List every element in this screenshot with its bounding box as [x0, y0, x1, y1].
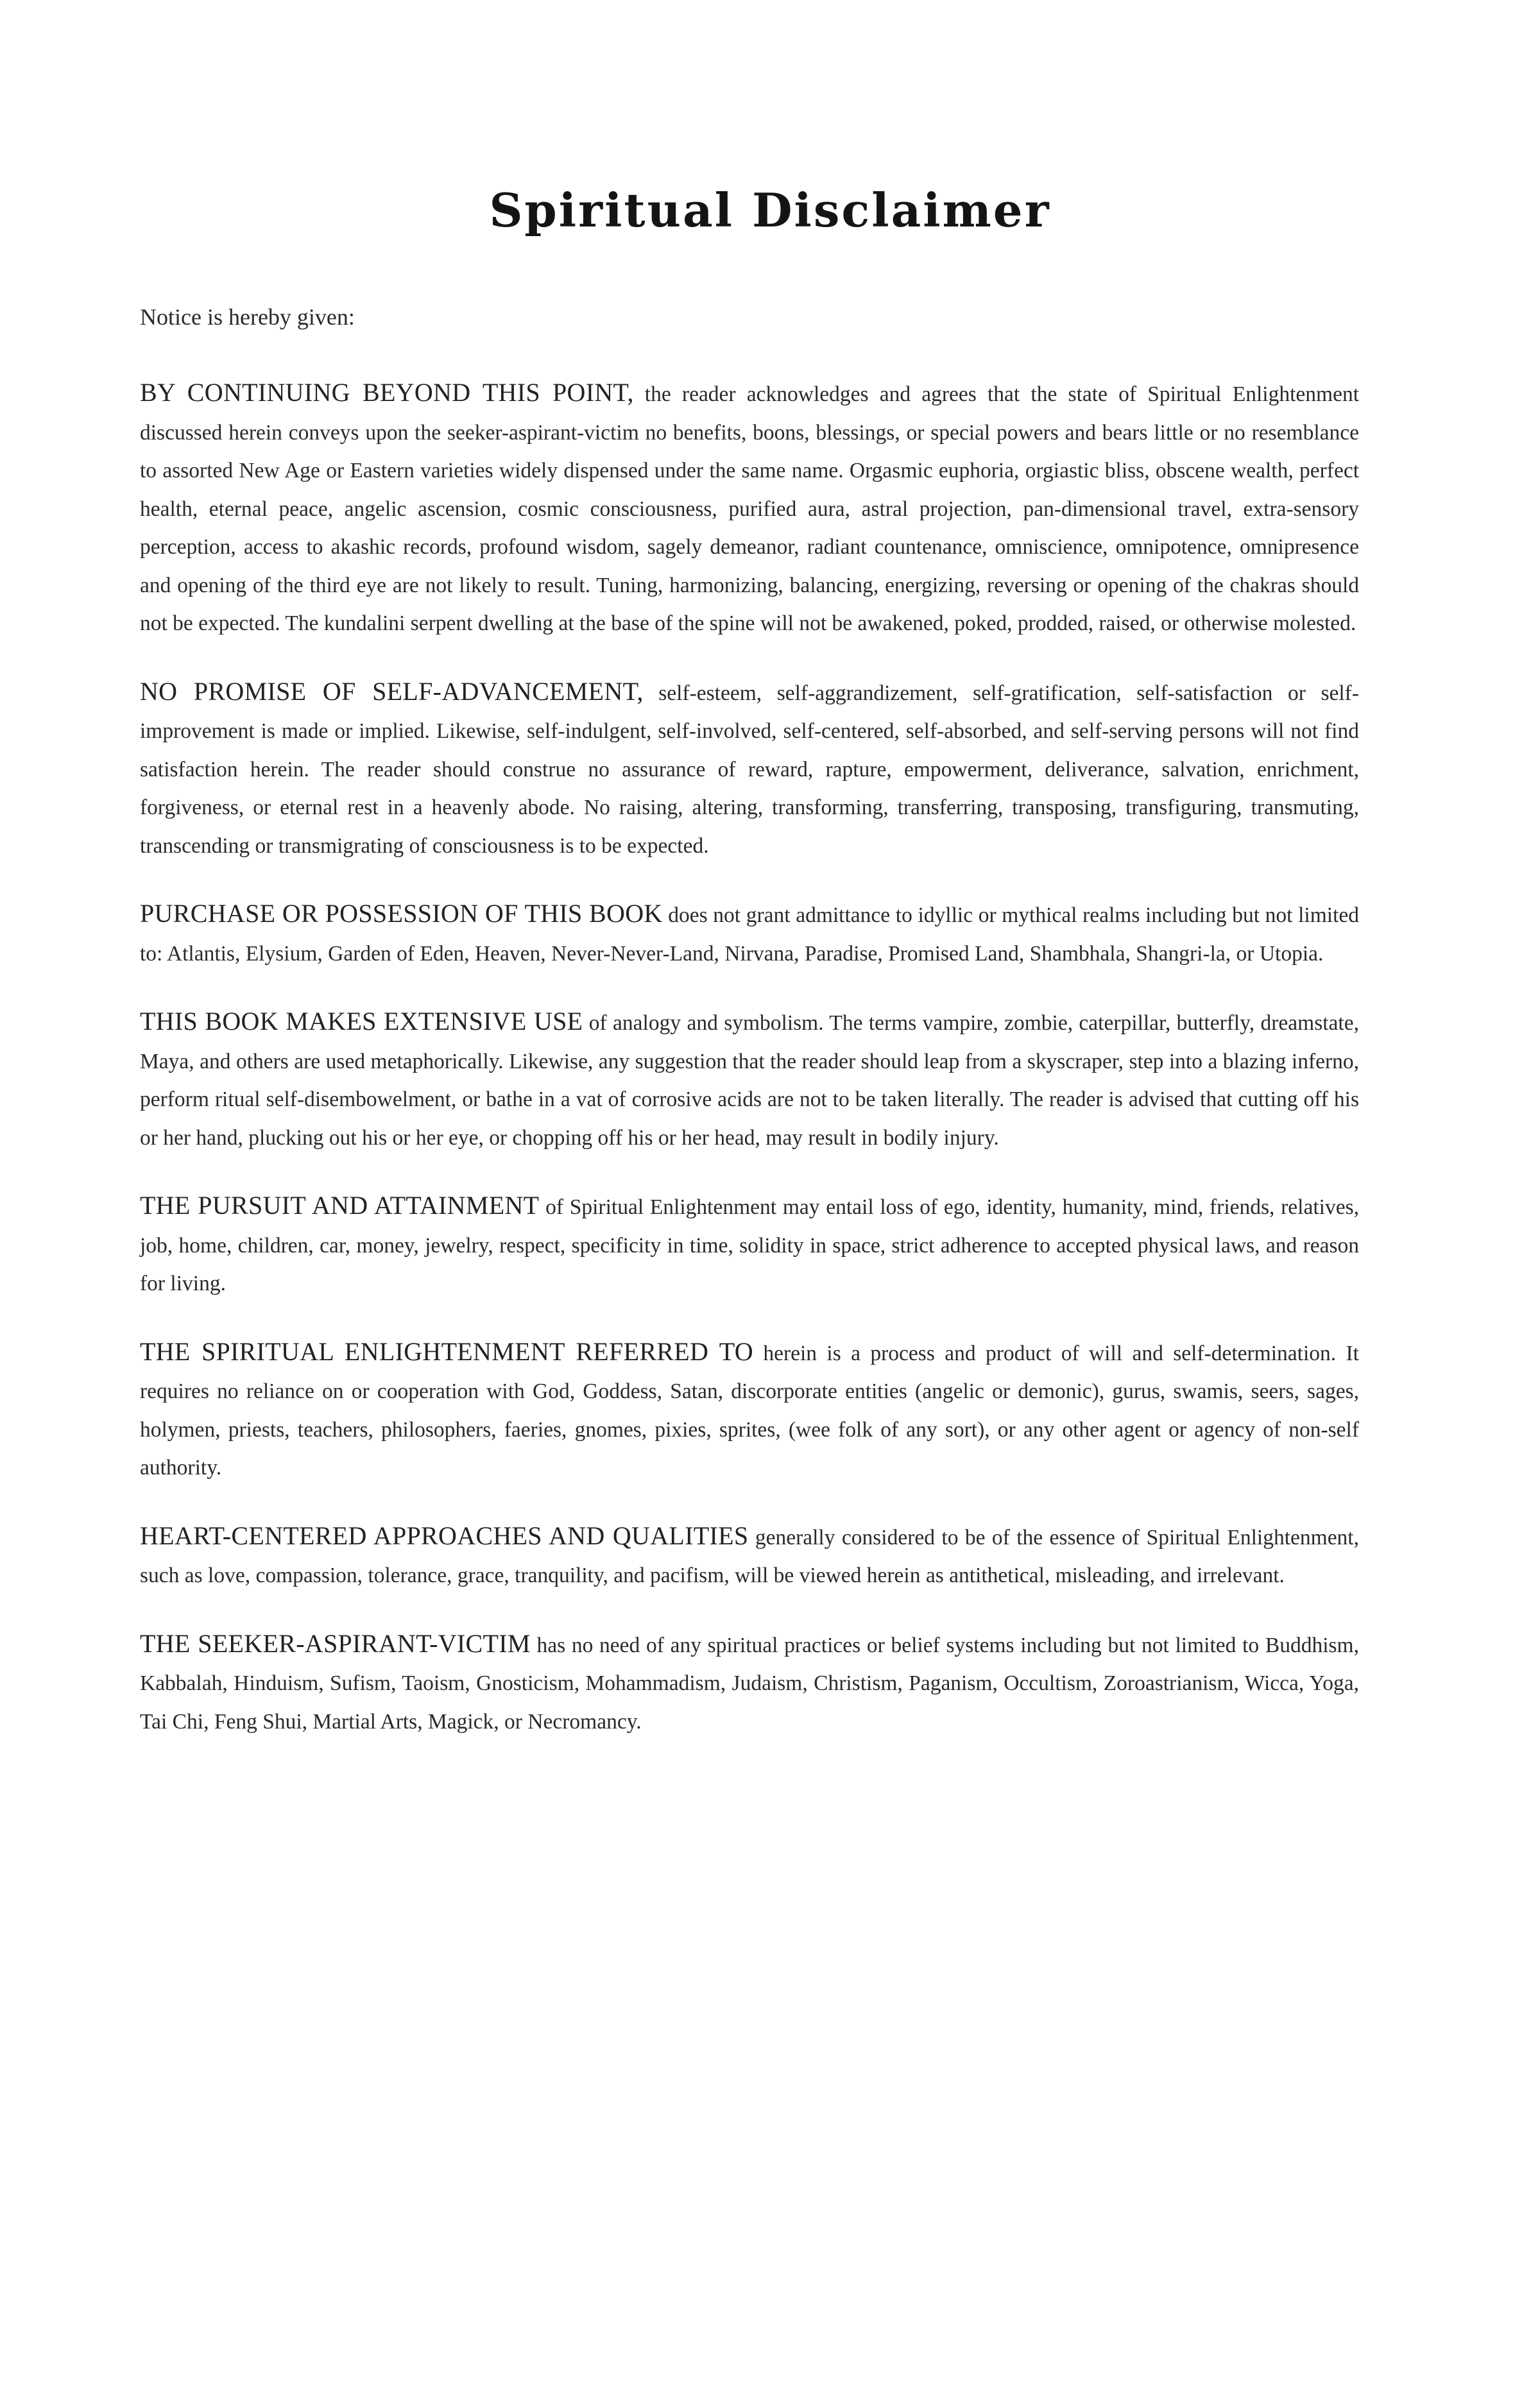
paragraph-pursuit [140, 1186, 1359, 1303]
notice-line: Notice is hereby given: [140, 304, 355, 330]
paragraph-lead: THE SPIRITUAL ENLIGHTENMENT REFERRED TO [140, 1336, 753, 1366]
paragraph-lead: BY CONTINUING BEYOND THIS POINT, [140, 378, 634, 407]
paragraph-text: generally considered to be of the essence of Spiritual Enlightenment, such as love, compassion, tolerance, grace, tranquility, and pacifism, will be viewed herein as antithetical, misleading, and irrelevant. [140, 1525, 1359, 1587]
paragraph-text: does not grant admittance to idyllic or mythical realms including but not limited to: Atlantis, Elysium, Garden of Eden, Heaven, Never-Never-Land, Nirvana, Paradise, Promised Land, Shambhala, Shangri-la, or Utopia. [140, 903, 1360, 966]
paragraph-lead: THE PURSUIT AND ATTAINMENT [140, 1191, 540, 1220]
paragraph-lead: HEART-CENTERED APPROACHES AND QUALITIES [140, 1521, 749, 1550]
paragraph-continuing [140, 373, 1359, 643]
disclaimer-body [140, 298, 1359, 1770]
paragraph-text: of Spiritual Enlightenment may entail loss of ego, identity, humanity, mind, friends, relatives, job, home, children, car, money, jewelry, respect, specificity in time, solidity in space, strict adherence to accepted physical laws, and reason for living. [140, 1195, 1360, 1295]
paragraph-seeker [140, 1625, 1359, 1741]
paragraph-lead: NO PROMISE OF SELF-ADVANCEMENT, [140, 676, 644, 706]
paragraph-text: has no need of any spiritual practices or belief systems including but not limited to Buddhism, Kabbalah, Hinduism, Sufism, Taoism, Gnosticism, Mohammadism, Judaism, Christism, Paganism, Occultism, Zoroastrianism, Wicca, Yoga, Tai Chi, Feng Shui, Martial Arts, Magick, or Necromancy. [140, 1633, 1359, 1734]
paragraph-symbolism [140, 1002, 1359, 1157]
paragraph-lead: PURCHASE OR POSSESSION OF THIS BOOK [140, 899, 663, 928]
paragraph-text: of analogy and symbolism. The terms vampire, zombie, caterpillar, butterfly, dreamstate, Maya, and others are used metaphorically. Likewise, any suggestion that the reader should leap from a skyscraper, step into a blazing inferno, perform ritual self-disembowelment, or bathe in a vat of corrosive acids are not to be taken literally. The reader is advised that cutting off his or her hand, plucking out his or her eye, or chopping off his or her head, may result in bodily injury. [140, 1011, 1359, 1150]
paragraph-lead: THE SEEKER-ASPIRANT-VICTIM [140, 1628, 531, 1658]
paragraph-purchase [140, 894, 1359, 973]
paragraph-text: herein is a process and product of will and self-determination. It requires no reliance on or cooperation with God, Goddess, Satan, discorporate entities (angelic or demonic), gurus, swamis, seers, sages, holymen, priests, teachers, philosophers, faeries, gnomes, pixies, sprites, (wee folk of any sort), or any other agent or agency of non-self authority. [140, 1341, 1359, 1480]
paragraph-text: the reader acknowledges and agrees that the state of Spiritual Enlightenment discussed herein conveys upon the seeker-aspirant-victim no benefits, boons, blessings, or special powers and bears little or no resemblance to assorted New Age or Eastern varieties widely dispensed under the same name. Orgasmic euphoria, orgiastic bliss, obscene wealth, perfect health, eternal peace, angelic ascension, cosmic consciousness, purified aura, astral projection, pan-dimensional travel, extra-sensory perception, access to akashic records, profound wisdom, sagely demeanor, radiant countenance, omniscience, omnipotence, omnipresence and opening of the third eye are not likely to result. Tuning, harmonizing, balancing, energizing, reversing or opening of the chakras should not be expected. The kundalini serpent dwelling at the base of the spine will not be awakened, poked, prodded, raised, or otherwise molested. [140, 382, 1359, 635]
page-title: Spiritual Disclaimer [489, 183, 1051, 237]
paragraph-lead: THIS BOOK MAKES EXTENSIVE USE [140, 1007, 583, 1036]
paragraph-self-advancement [140, 672, 1359, 866]
paragraph-text: self-esteem, self-aggrandizement, self-gratification, self-satisfaction or self-improvement is made or implied. Likewise, self-indulgent, self-involved, self-centered, self-absorbed, and self-serving persons will not find satisfaction herein. The reader should construe no assurance of reward, rapture, empowerment, deliverance, salvation, enrichment, forgiveness, or eternal rest in a heavenly abode. No raising, altering, transforming, transferring, transposing, transfiguring, transmuting, transcending or transmigrating of consciousness is to be expected. [140, 681, 1359, 858]
paragraph-heart-centered [140, 1517, 1359, 1595]
paragraph-enlightenment [140, 1333, 1359, 1487]
